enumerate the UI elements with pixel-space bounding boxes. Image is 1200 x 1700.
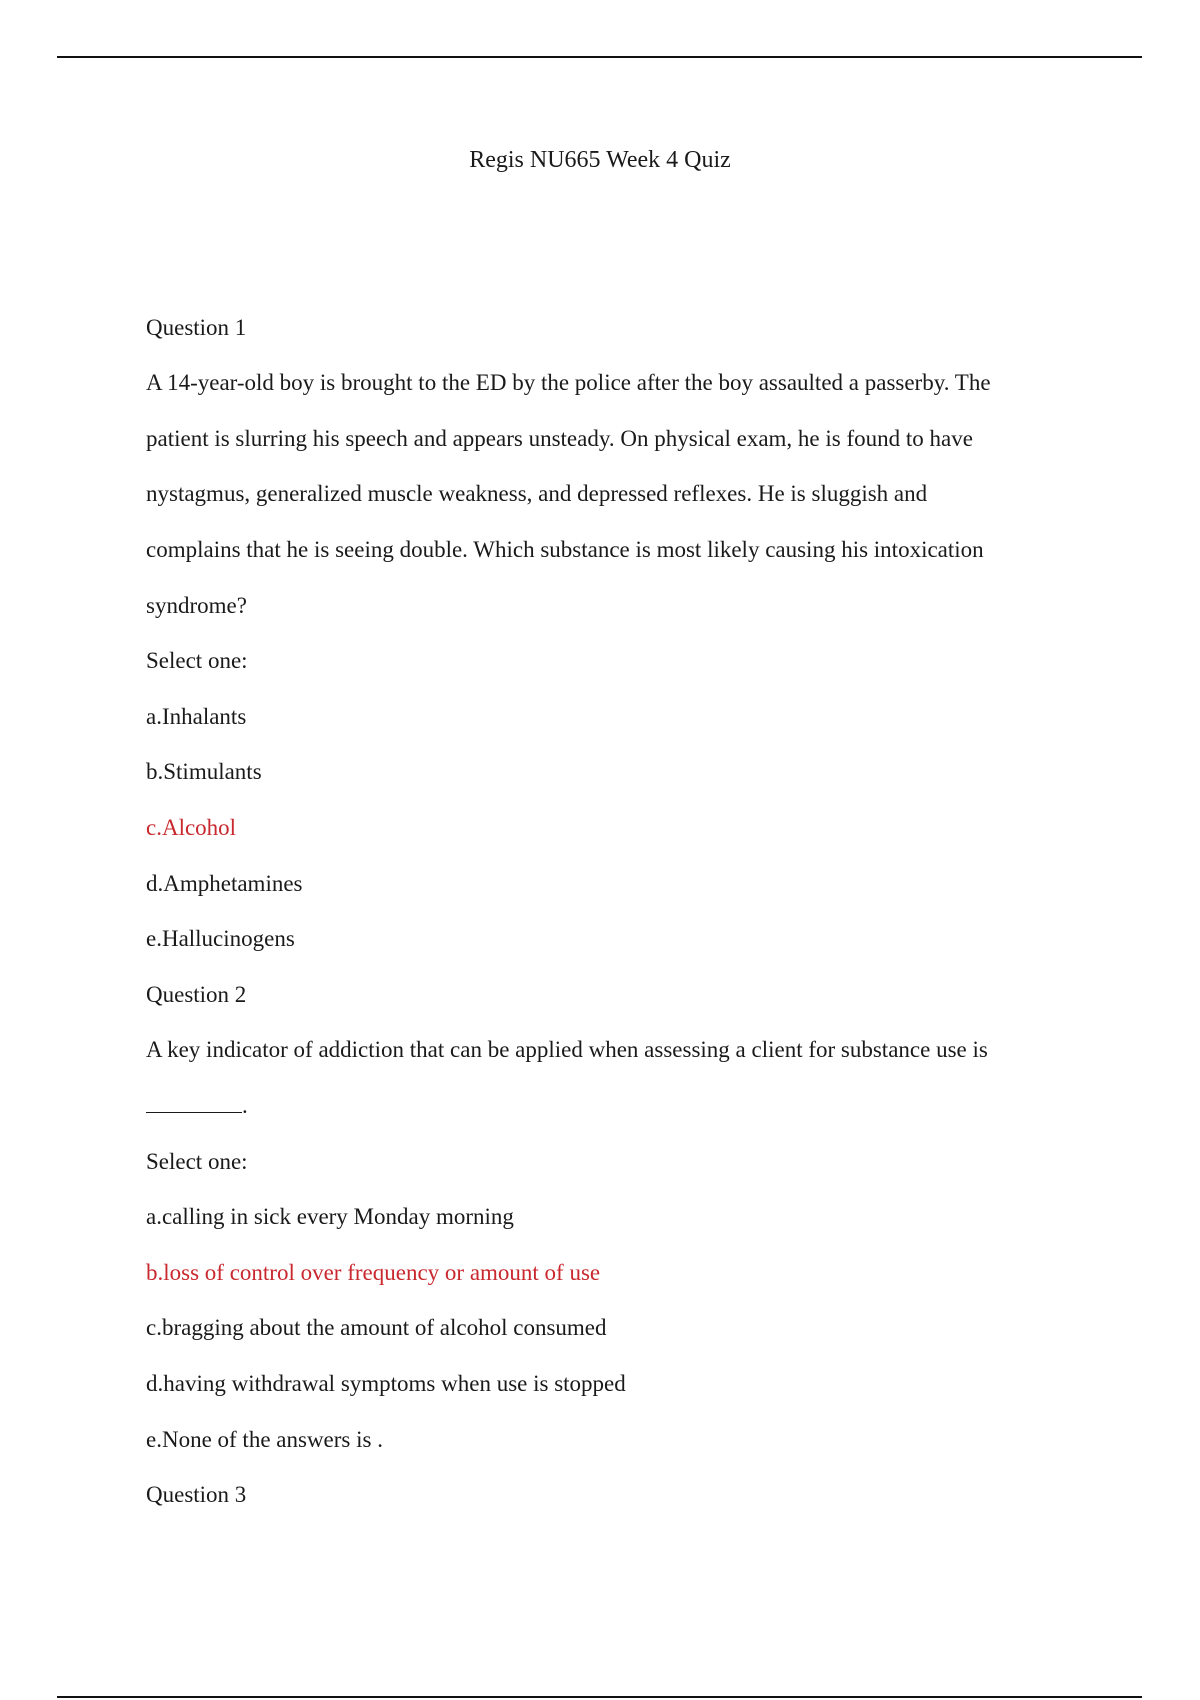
question-1-prompt: Select one: xyxy=(146,648,248,673)
question-1-option-e: e.Hallucinogens xyxy=(146,926,295,951)
question-1-stem-line: A 14-year-old boy is brought to the ED by the police after the boy assaulted a passerby. The xyxy=(146,370,991,395)
question-2-option-a: a.calling in sick every Monday morning xyxy=(146,1204,514,1229)
question-2-option-e: e.None of the answers is . xyxy=(146,1427,383,1452)
question-2-blank-line xyxy=(146,1092,248,1120)
question-2-option-c: c.bragging about the amount of alcohol consumed xyxy=(146,1315,607,1340)
question-1-option-a: a.Inhalants xyxy=(146,704,247,729)
document-title: Regis NU665 Week 4 Quiz xyxy=(469,147,731,173)
fill-in-blank xyxy=(146,1092,242,1113)
question-1-stem-line: complains that he is seeing double. Which substance is most likely causing his intoxication xyxy=(146,537,984,562)
question-2-option-d: d.having withdrawal symptoms when use is stopped xyxy=(146,1371,626,1396)
question-1-option-d: d.Amphetamines xyxy=(146,871,303,896)
question-1-option-c: c.Alcohol xyxy=(146,815,237,840)
question-2-prompt: Select one: xyxy=(146,1149,248,1174)
question-1-stem-line: syndrome? xyxy=(146,593,247,618)
question-2-option-b: b.loss of control over frequency or amount of use xyxy=(146,1260,601,1285)
question-2-stem-line: A key indicator of addiction that can be applied when assessing a client for substance use is xyxy=(146,1037,988,1062)
question-1-option-b: b.Stimulants xyxy=(146,759,262,784)
top-rule xyxy=(57,56,1142,58)
question-1-stem-line: patient is slurring his speech and appears unsteady. On physical exam, he is found to have xyxy=(146,426,973,451)
blank-suffix: . xyxy=(242,1093,248,1118)
question-3-heading: Question 3 xyxy=(146,1482,247,1507)
bottom-rule xyxy=(57,1696,1142,1698)
question-1-heading: Question 1 xyxy=(146,315,247,340)
question-1-stem-line: nystagmus, generalized muscle weakness, and depressed reflexes. He is sluggish and xyxy=(146,481,928,506)
question-2-heading: Question 2 xyxy=(146,982,247,1007)
